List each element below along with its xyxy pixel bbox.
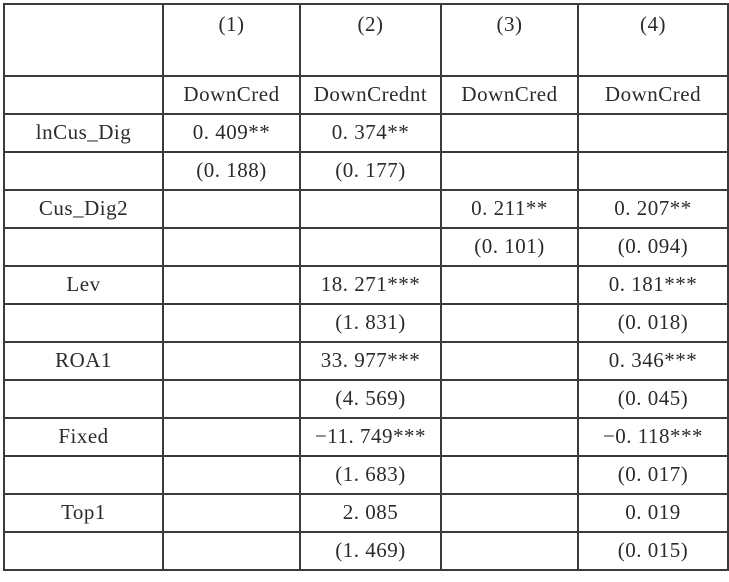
value-cell: 0. 181*** (578, 266, 728, 304)
variable-label-cell (4, 4, 163, 76)
value-cell: (1. 469) (300, 532, 441, 570)
variable-label-cell: Top1 (4, 494, 163, 532)
value-cell: 0. 374** (300, 114, 441, 152)
variable-label-cell (4, 152, 163, 190)
value-cell: 2. 085 (300, 494, 441, 532)
variable-label-cell: Lev (4, 266, 163, 304)
value-cell: (0. 015) (578, 532, 728, 570)
value-cell: (0. 018) (578, 304, 728, 342)
table-row (4, 342, 728, 380)
variable-label-cell (4, 228, 163, 266)
table-row (4, 4, 728, 76)
value-cell: (0. 101) (441, 228, 578, 266)
value-cell: DownCred (441, 76, 578, 114)
table-row (4, 190, 728, 228)
table-row (4, 266, 728, 304)
value-cell (441, 114, 578, 152)
value-cell (441, 456, 578, 494)
value-cell (441, 380, 578, 418)
value-cell (441, 152, 578, 190)
variable-label-cell (4, 532, 163, 570)
value-cell (578, 152, 728, 190)
value-cell: (0. 017) (578, 456, 728, 494)
table-row (4, 114, 728, 152)
value-cell: 0. 019 (578, 494, 728, 532)
value-cell: 0. 207** (578, 190, 728, 228)
value-cell: −0. 118*** (578, 418, 728, 456)
regression-results-table (3, 3, 729, 571)
variable-label-cell: Fixed (4, 418, 163, 456)
results-table-body (4, 4, 728, 570)
table-row (4, 494, 728, 532)
value-cell: DownCred (163, 76, 300, 114)
value-cell: (0. 177) (300, 152, 441, 190)
table-row (4, 76, 728, 114)
value-cell: 0. 409** (163, 114, 300, 152)
variable-label-cell: lnCus_Dig (4, 114, 163, 152)
value-cell (300, 228, 441, 266)
value-cell (163, 494, 300, 532)
value-cell (578, 114, 728, 152)
value-cell: (3) (441, 4, 578, 76)
variable-label-cell (4, 304, 163, 342)
value-cell (163, 456, 300, 494)
value-cell (163, 532, 300, 570)
value-cell: (0. 094) (578, 228, 728, 266)
value-cell (163, 190, 300, 228)
table-row (4, 380, 728, 418)
value-cell (441, 494, 578, 532)
value-cell: 0. 346*** (578, 342, 728, 380)
value-cell: (2) (300, 4, 441, 76)
value-cell (163, 266, 300, 304)
value-cell: (1. 831) (300, 304, 441, 342)
value-cell: (4) (578, 4, 728, 76)
value-cell: (0. 045) (578, 380, 728, 418)
table-row (4, 228, 728, 266)
value-cell: DownCrednt (300, 76, 441, 114)
value-cell: 18. 271*** (300, 266, 441, 304)
table-row (4, 418, 728, 456)
value-cell (163, 304, 300, 342)
value-cell (163, 342, 300, 380)
value-cell (441, 532, 578, 570)
value-cell (163, 228, 300, 266)
value-cell (441, 304, 578, 342)
value-cell (163, 380, 300, 418)
value-cell (441, 342, 578, 380)
table-row (4, 532, 728, 570)
variable-label-cell (4, 456, 163, 494)
value-cell: (1) (163, 4, 300, 76)
variable-label-cell (4, 76, 163, 114)
value-cell: 33. 977*** (300, 342, 441, 380)
value-cell: (4. 569) (300, 380, 441, 418)
value-cell: (0. 188) (163, 152, 300, 190)
value-cell (441, 266, 578, 304)
variable-label-cell: ROA1 (4, 342, 163, 380)
value-cell: 0. 211** (441, 190, 578, 228)
value-cell: (1. 683) (300, 456, 441, 494)
value-cell (300, 190, 441, 228)
value-cell: DownCred (578, 76, 728, 114)
table-row (4, 456, 728, 494)
variable-label-cell (4, 380, 163, 418)
value-cell: −11. 749*** (300, 418, 441, 456)
table-row (4, 152, 728, 190)
table-row (4, 304, 728, 342)
variable-label-cell: Cus_Dig2 (4, 190, 163, 228)
value-cell (163, 418, 300, 456)
value-cell (441, 418, 578, 456)
